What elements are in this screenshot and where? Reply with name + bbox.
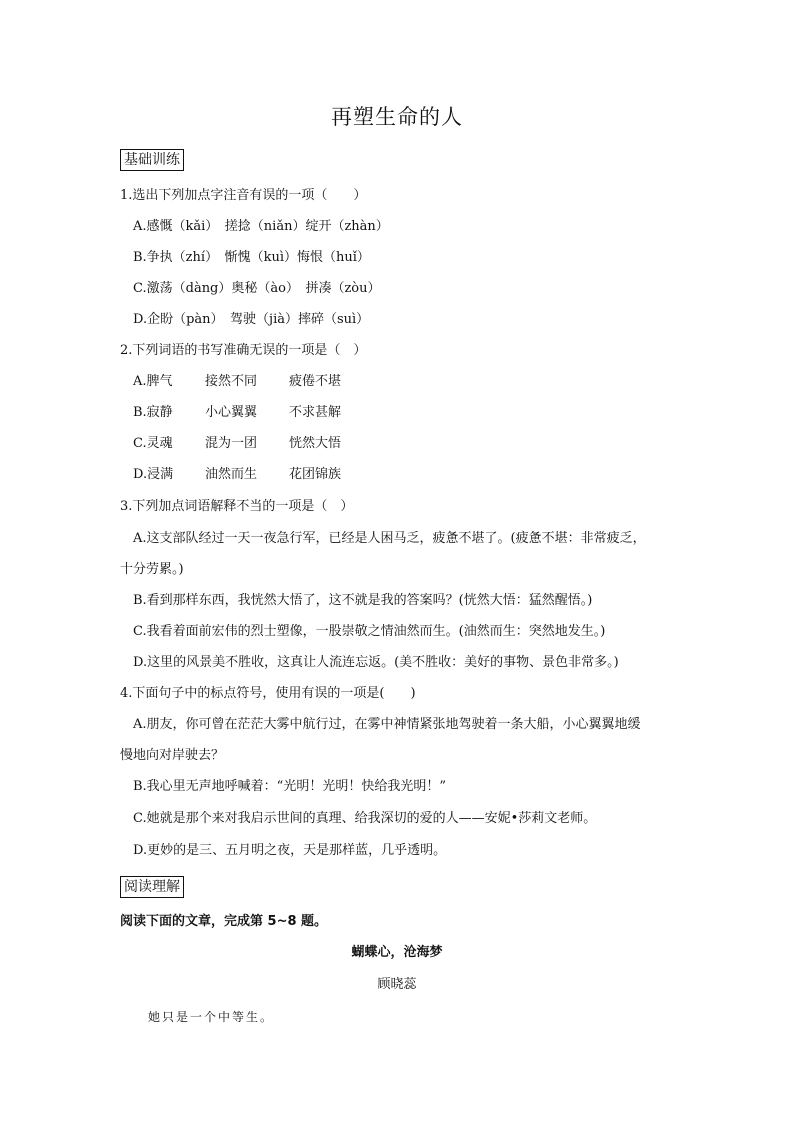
question-4-option-a-continued: 慢地向对岸驶去？ <box>120 748 225 763</box>
question-3-option-b: B.看到那样东西，我恍然大悟了，这不就是我的答案吗？(恍然大悟：猛然醒悟。) <box>133 593 593 608</box>
question-2-stem: 2.下列词语的书写准确无误的一项是（ ） <box>120 343 367 358</box>
question-2-option-c <box>133 435 341 453</box>
option-word: 疲倦不堪 <box>289 374 342 389</box>
question-1-option-b: B.争执（zhí） 惭愧（kuì）悔恨（huǐ） <box>133 250 370 265</box>
question-3-option-a-continued: 十分劳累。) <box>120 562 184 577</box>
question-4-option-b: B.我心里无声地呼喊着：“光明！光明！快给我光明！” <box>133 779 446 794</box>
question-3-option-a: A.这支部队经过一天一夜急行军，已经是人困马乏，疲惫不堪了。(疲惫不堪：非常疲乏， <box>133 531 646 546</box>
option-word: 混为一团 <box>205 436 258 451</box>
question-3-option-c: C.我看着面前宏伟的烈士塑像，一股崇敬之情油然而生。(油然而生：突然地发生。) <box>133 624 606 639</box>
option-word: B.寂静 <box>133 405 173 420</box>
option-word: 不求甚解 <box>289 405 342 420</box>
option-word: 接然不同 <box>205 374 258 389</box>
page-title: 再塑生命的人 <box>331 105 463 129</box>
reading-instruction: 阅读下面的文章，完成第 5~8 题。 <box>120 914 328 929</box>
option-word: 小心翼翼 <box>205 405 258 420</box>
section-label-basic-training: 基础训练 <box>120 149 184 171</box>
question-2-option-a <box>133 373 341 391</box>
option-word: 油然而生 <box>205 467 258 482</box>
option-word: C.灵魂 <box>133 436 173 451</box>
question-1-option-c: C.激荡（dàng）奥秘（ào） 拼凑（zòu） <box>133 281 381 296</box>
question-3-stem: 3.下列加点词语解释不当的一项是（ ） <box>120 499 354 514</box>
article-author: 顾晓蕊 <box>377 977 417 992</box>
option-word: D.浸满 <box>133 467 174 482</box>
question-4-option-d: D.更妙的是三、五月明之夜，天是那样蓝，几乎透明。 <box>133 843 447 858</box>
section-label-reading: 阅读理解 <box>120 876 184 898</box>
article-first-line: 她只是一个中等生。 <box>148 1010 275 1024</box>
option-word: 恍然大悟 <box>289 436 342 451</box>
question-1-option-d: D.企盼（pàn） 驾驶（jià）摔碎（suì） <box>133 312 370 327</box>
question-4-option-c: C.她就是那个来对我启示世间的真理、给我深切的爱的人——安妮•莎莉文老师。 <box>133 811 597 826</box>
question-4-option-a: A.朋友，你可曾在茫茫大雾中航行过，在雾中神情紧张地驾驶着一条大船，小心翼翼地缓 <box>133 717 641 732</box>
question-2-option-b <box>133 404 341 422</box>
question-2-option-d <box>133 466 341 484</box>
question-1-stem: 1.选出下列加点字注音有误的一项（ ） <box>120 188 367 203</box>
option-word: A.脾气 <box>133 374 173 389</box>
option-word: 花团锦族 <box>289 467 342 482</box>
question-1-option-a: A.感慨（kǎi） 搓捻（niǎn）绽开（zhàn） <box>133 219 389 234</box>
article-title: 蝴蝶心，沧海梦 <box>351 945 443 960</box>
question-4-stem: 4.下面句子中的标点符号，使用有误的一项是( ) <box>120 686 416 701</box>
question-3-option-d: D.这里的风景美不胜收，这真让人流连忘返。(美不胜收：美好的事物、景色非常多。) <box>133 655 619 670</box>
